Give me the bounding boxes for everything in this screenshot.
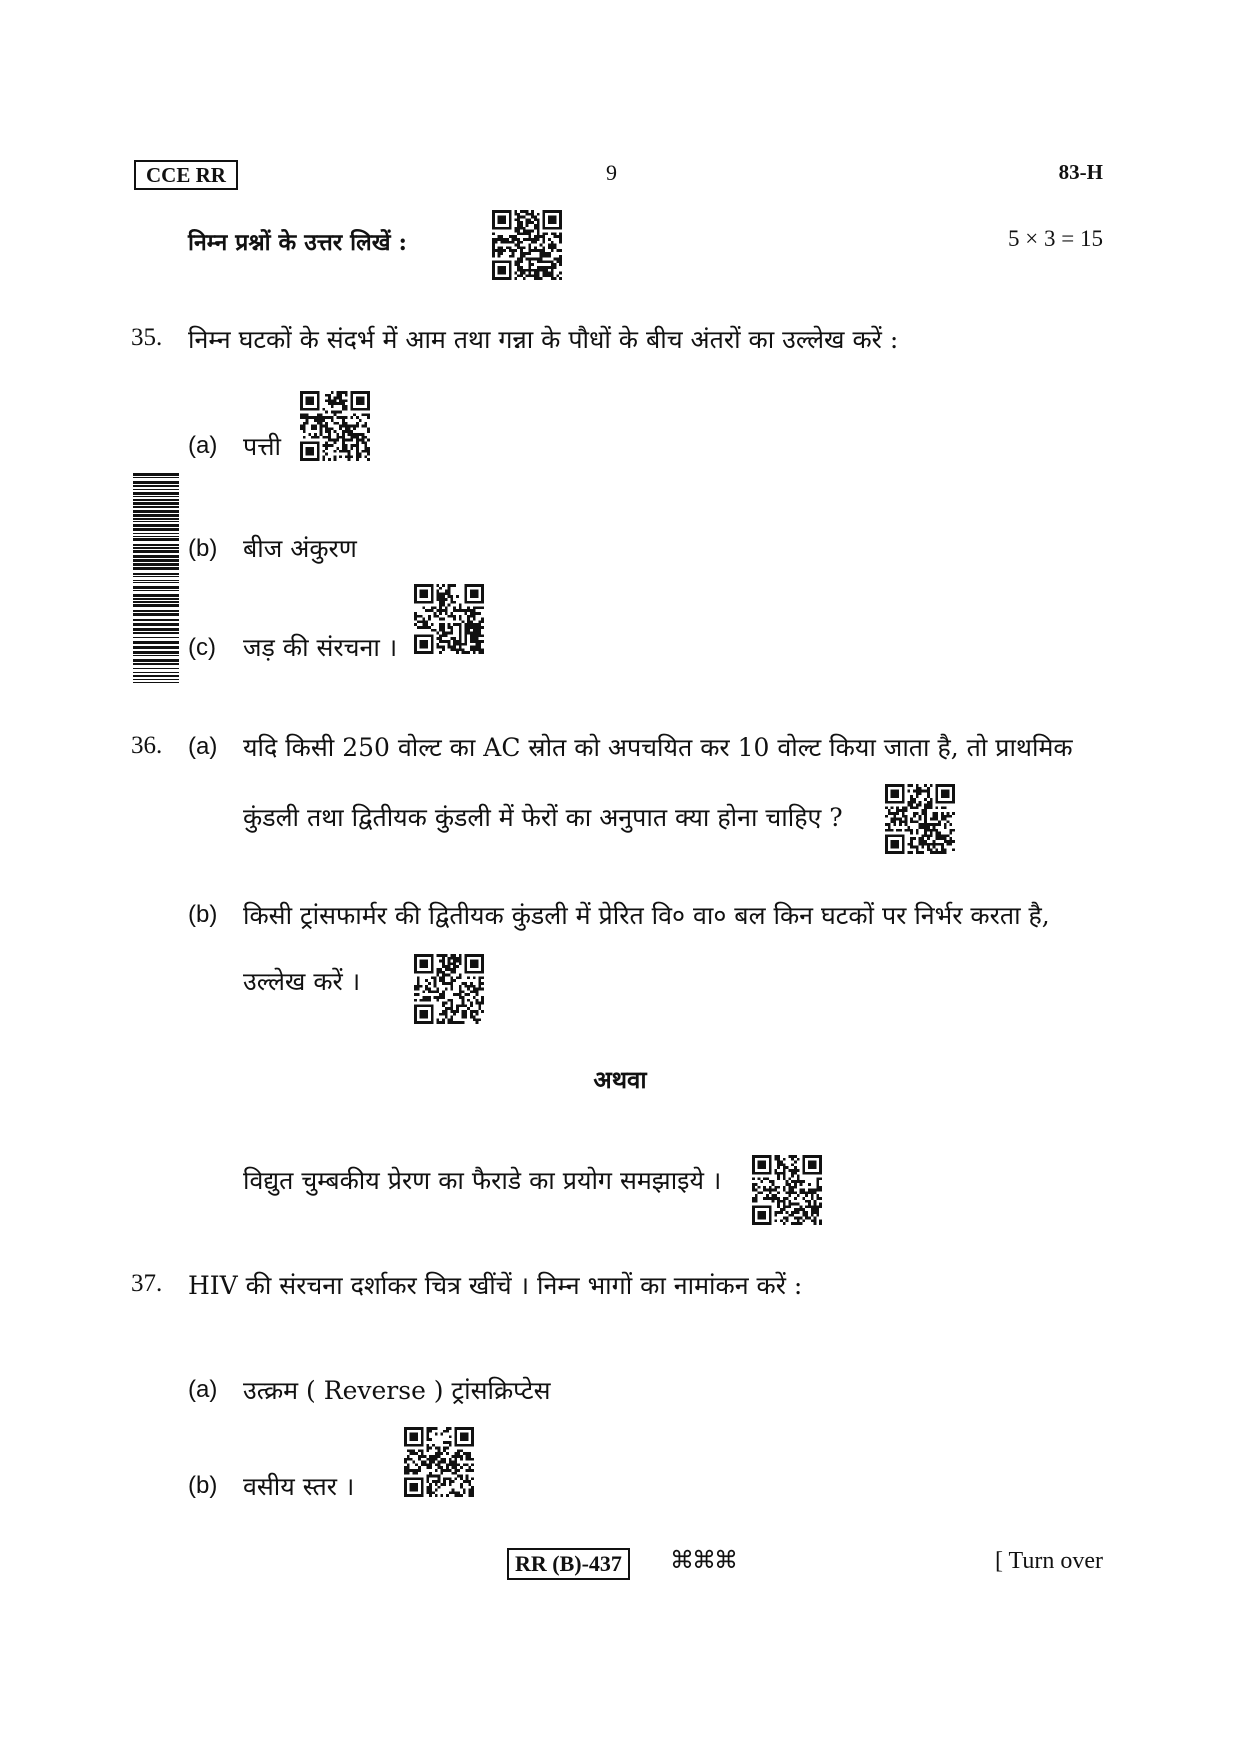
part-label: (c) [188,634,216,661]
qr-code-icon [300,391,370,461]
section-marks: 5 × 3 = 15 [1008,226,1103,251]
question-text: कुंडली तथा द्वितीयक कुंडली में फेरों का अनुपात क्या होना चाहिए ? [243,803,843,832]
question-text: किसी ट्रांसफार्मर की द्वितीयक कुंडली में प्रेरित वि० वा० बल किन घटकों पर निर्भर करता है, [243,901,1050,930]
or-label: अथवा [593,1065,647,1094]
barcode-icon [133,473,179,683]
part-text: वसीय स्तर । [243,1472,355,1501]
paper-code: 83-H [1058,160,1103,184]
paper-code-box: RR (B)-437 [507,1548,630,1580]
question-text: HIV की संरचना दर्शाकर चित्र खींचें । निम्न भागों का नामांकन करें : [188,1271,803,1300]
part-label: (b) [188,1472,218,1499]
part-label: (a) [188,432,218,459]
qr-code-icon [414,954,484,1024]
question-text: उल्लेख करें । [243,967,361,996]
page-number: 9 [606,160,617,185]
part-label: (a) [188,1376,218,1403]
qr-code-icon [414,584,484,654]
section-instruction: निम्न प्रश्नों के उत्तर लिखें : [188,229,408,256]
question-text: विद्युत चुम्बकीय प्रेरण का फैराडे का प्रयोग समझाइये । [243,1166,722,1195]
part-text: बीज अंकुरण [243,534,357,563]
part-label: (a) [188,733,218,760]
part-text: जड़ की संरचना । [243,633,398,662]
question-number: 36. [131,732,163,759]
question-text: यदि किसी 250 वोल्ट का AC स्रोत को अपचयित कर 10 वोल्ट किया जाता है, तो प्राथमिक [243,733,1073,762]
qr-code-icon [885,784,955,854]
exam-code-box: CCE RR [134,160,238,190]
qr-code-icon [404,1427,474,1497]
part-label: (b) [188,901,218,928]
question-text: निम्न घटकों के संदर्भ में आम तथा गन्ना के पौधों के बीच अंतरों का उल्लेख करें : [188,325,899,354]
part-text: उत्क्रम ( Reverse ) ट्रांसक्रिप्टेस [243,1376,551,1405]
footer-ornament: ⌘⌘⌘ [670,1546,736,1574]
qr-code-icon [492,210,562,280]
part-label: (b) [188,535,218,562]
question-number: 37. [131,1270,163,1297]
turn-over-label: [ Turn over [994,1548,1103,1574]
question-number: 35. [131,324,163,351]
part-text: पत्ती [243,432,281,461]
qr-code-icon [752,1155,822,1225]
